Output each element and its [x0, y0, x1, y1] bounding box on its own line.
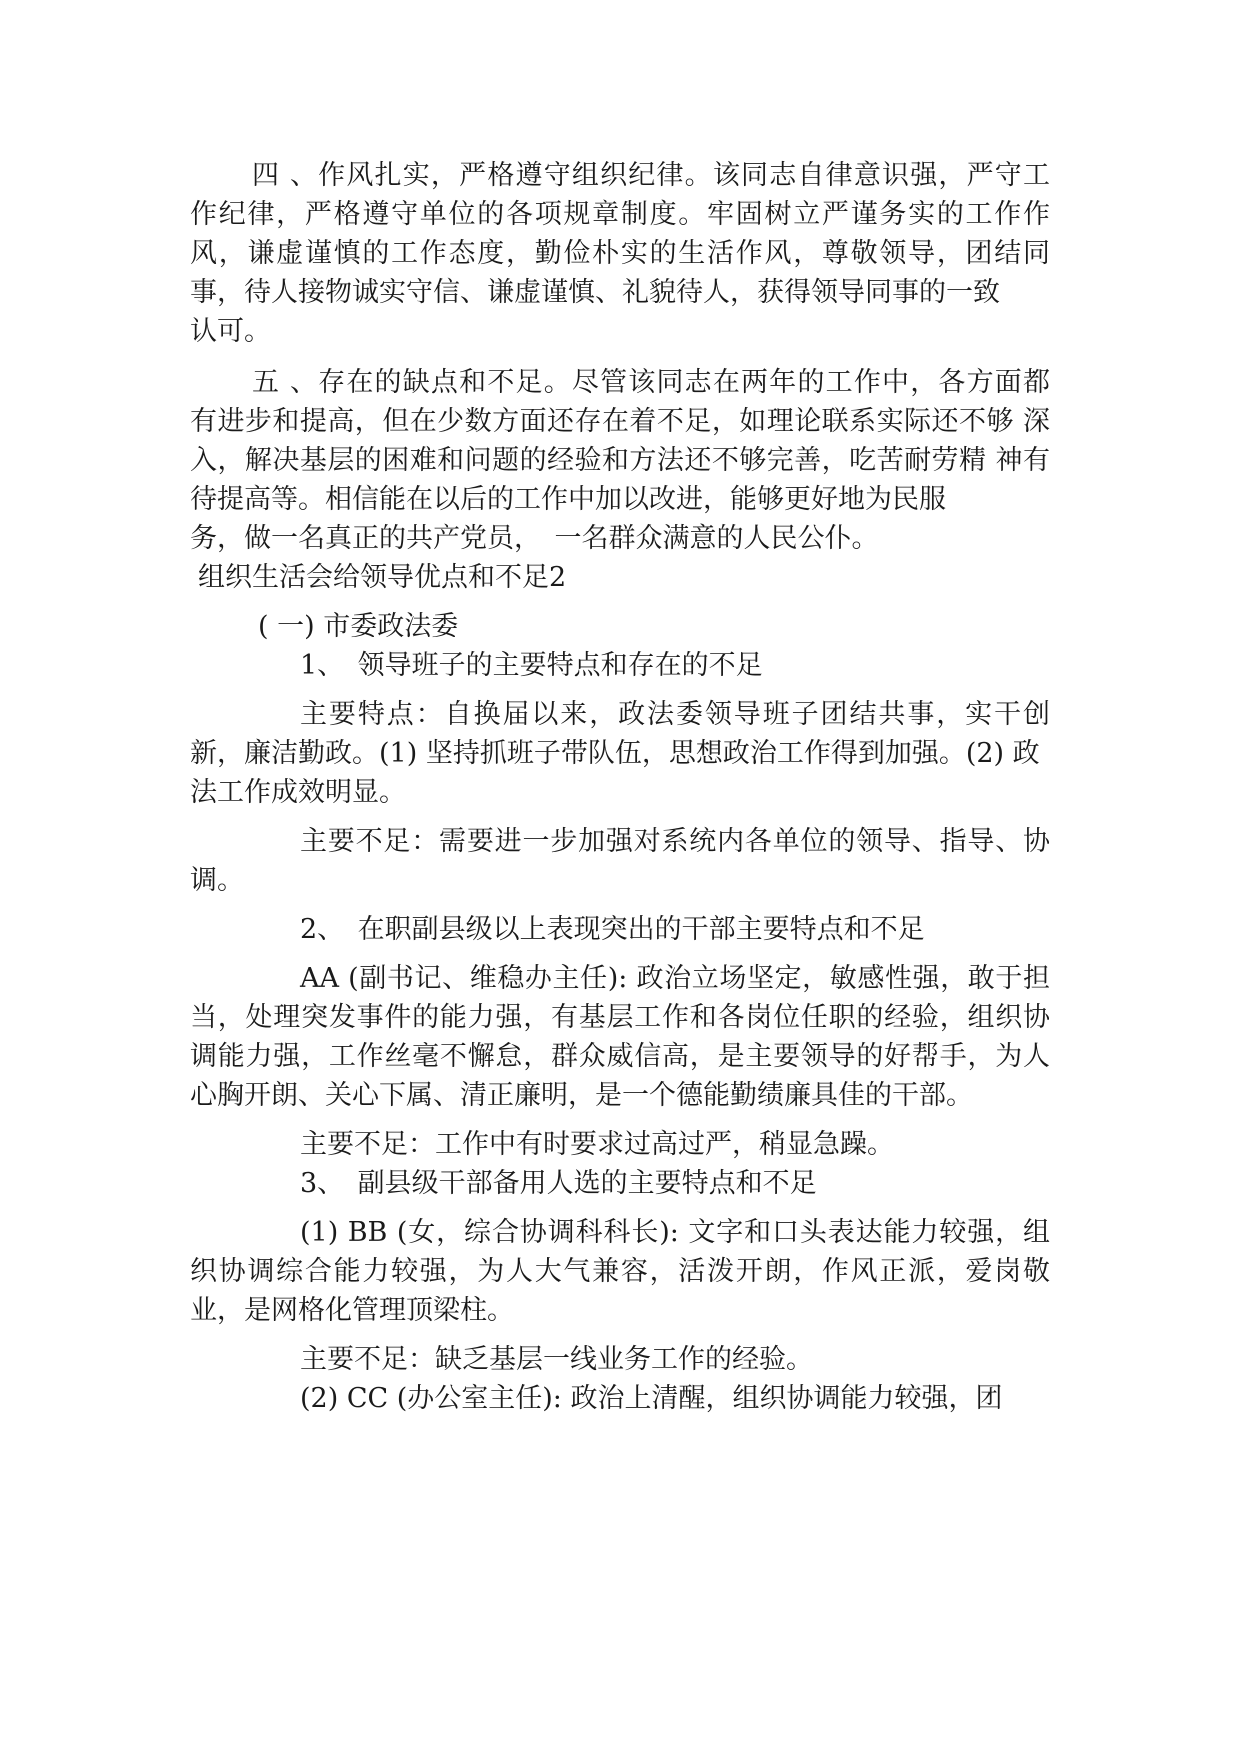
paragraph-cadre-bb-shortcomings: 主要不足：缺乏基层一线业务工作的经验。 [300, 1344, 813, 1375]
paragraph-section-five: 五 、存在的缺点和不足。尽管该同志在两年的工作中，各方面都 有进步和提高，但在少数方面还存在着不足，如理论联系实际还不够 深入，解决基层的困难和问题的经验和方法还不够完善，吃苦耐劳精 神有待提高等。相信能在以后的工作中加以改进，能够更好地为民服 [190, 367, 1050, 515]
section-heading-committee: ( 一) 市委政法委 [258, 611, 459, 642]
paragraph-main-features-end: 法工作成效明显。 [190, 777, 406, 808]
paragraph-cadre-bb: (1) BB (女，综合协调科科长): 文字和口头表达能力较强，组织协调综合能力较强，为人大气兼容，活泼开朗，作风正派，爱岗敬业，是网格化管理顶梁柱。 [190, 1217, 1050, 1326]
document-body [190, 156, 1050, 1418]
subsection-heading-3: 3、 副县级干部备用人选的主要特点和不足 [300, 1168, 817, 1199]
paragraph-main-shortcomings: 主要不足：需要进一步加强对系统内各单位的领导、指导、协调。 [190, 826, 1050, 896]
paragraph-section-four-end: 认可。 [190, 316, 271, 347]
subsection-heading-1: 1、 领导班子的主要特点和存在的不足 [300, 650, 763, 681]
document-subtitle: 组织生活会给领导优点和不足2 [198, 562, 567, 593]
paragraph-main-features: 主要特点：自换届以来，政法委领导班子团结共事，实干创新，廉洁勤政。(1) 坚持抓班子带队伍，思想政治工作得到加强。(2) 政 [190, 699, 1050, 769]
subsection-heading-2: 2、 在职副县级以上表现突出的干部主要特点和不足 [300, 914, 925, 945]
paragraph-cadre-aa: AA (副书记、维稳办主任): 政治立场坚定，敏感性强，敢于担当，处理突发事件的能力强，有基层工作和各岗位任职的经验，组织协调能力强，工作丝毫不懈怠，群众威信高，是主要领导的好帮手，为人心胸开朗、关心下属、清正廉明，是一个德能勤绩廉具佳的干部。 [190, 963, 1050, 1111]
paragraph-section-four: 四 、作风扎实，严格遵守组织纪律。该同志自律意识强，严守工 作纪律，严格遵守单位的各项规章制度。牢固树立严谨务实的工作作 风，谦虚谨慎的工作态度，勤俭朴实的生活作风，尊敬领导，团结同 事，待人接物诚实守信、谦虚谨慎、礼貌待人，获得领导同事的一致 [190, 160, 1050, 308]
paragraph-cadre-aa-shortcomings: 主要不足：工作中有时要求过高过严，稍显急躁。 [300, 1129, 894, 1160]
paragraph-section-five-end: 务，做一名真正的共产党员， 一名群众满意的人民公仆。 [190, 523, 879, 554]
paragraph-cadre-cc: (2) CC (办公室主任): 政治上清醒，组织协调能力较强，团 [300, 1383, 1003, 1414]
